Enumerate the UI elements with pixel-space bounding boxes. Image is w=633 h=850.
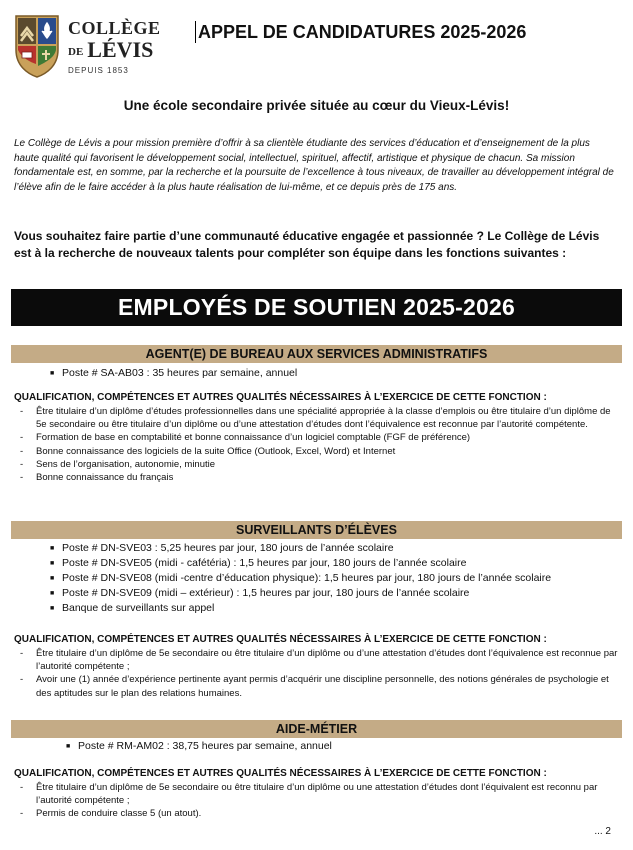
qualification-title: QUALIFICATION, COMPÉTENCES ET AUTRES QUALITÉS NÉCESSAIRES À L’EXERCICE DE CETTE FONCTION : [14, 634, 547, 645]
logo-line1: COLLÈGE [68, 18, 161, 38]
poste-item: ■ Poste # DN-SVE03 : 5,25 heures par jour, 180 jours de l’année scolaire [50, 541, 620, 556]
qualification-item: - Sens de l’organisation, autonomie, minutie [14, 458, 620, 471]
qualification-title: QUALIFICATION, COMPÉTENCES ET AUTRES QUALITÉS NÉCESSAIRES À L’EXERCICE DE CETTE FONCTION : [14, 392, 547, 403]
poste-list-agent-bureau [50, 366, 610, 381]
qualification-item: - Avoir une (1) année d’expérience pertinente ayant permis d’acquérir une discipline personnelle, des notions générales de psychologie et des aptitudes sur le plan des relations humaines. [14, 673, 620, 699]
logo-line2-name: LÉVIS [87, 37, 154, 62]
qualification-list-aide-metier [14, 781, 620, 821]
qualification-item: - Être titulaire d’un diplôme d’études professionnelles dans une spécialité appropriée à la classe d’emplois ou être titulaire d’un diplôme de 5e secondaire ou être titulaire d’un diplôme ou d’une attestation d’études dont l’équivalence est reconnue par l’autorité compétente. [14, 405, 620, 431]
section-heading-surveillants: SURVEILLANTS D’ÉLÈVES [11, 521, 622, 539]
qualification-item: - Bonne connaissance des logiciels de la suite Office (Outlook, Excel, Word) et Internet [14, 445, 620, 458]
qualification-item: - Être titulaire d’un diplôme de 5e secondaire ou être titulaire d’un diplôme ou une attestation d’études dont l’équivalent est reconnu par l’autorité compétente ; [14, 781, 620, 807]
section-banner: EMPLOYÉS DE SOUTIEN 2025-2026 [11, 289, 622, 326]
qualification-item: - Permis de conduire classe 5 (un atout). [14, 807, 620, 820]
document-title: APPEL DE CANDIDATURES 2025-2026 [195, 21, 526, 43]
page-number: ... 2 [594, 826, 611, 837]
qualification-item: - Formation de base en comptabilité et bonne connaissance d’un logiciel comptable (FGF de préférence) [14, 431, 620, 444]
college-crest-logo [14, 14, 60, 78]
qualification-item: - Bonne connaissance du français [14, 471, 620, 484]
poste-item: ■ Poste # SA-AB03 : 35 heures par semaine, annuel [50, 366, 610, 381]
subtitle: Une école secondaire privée située au cœur du Vieux-Lévis! [123, 98, 510, 113]
poste-item: ■ Poste # DN-SVE05 (midi - cafétéria) : 1,5 heures par jour, 180 jours de l’année scolaire [50, 556, 620, 571]
college-wordmark [68, 18, 161, 75]
section-heading-aide-metier: AIDE-MÉTIER [11, 720, 622, 738]
poste-item: ■ Banque de surveillants sur appel [50, 601, 620, 616]
invite-paragraph: Vous souhaitez faire partie d’une communauté éducative engagée et passionnée ? Le Collège de Lévis est à la recherche de nouveaux talents pour compléter son équipe dans les fonctions suivantes : [14, 229, 600, 260]
poste-item: ■ Poste # DN-SVE08 (midi -centre d’éducation physique): 1,5 heures par jour, 180 jours de l’année scolaire [50, 571, 620, 586]
section-heading-agent-bureau: AGENT(E) DE BUREAU AUX SERVICES ADMINISTRATIFS [11, 345, 622, 363]
logo-line2-prefix: DE [68, 45, 84, 58]
qualification-title: QUALIFICATION, COMPÉTENCES ET AUTRES QUALITÉS NÉCESSAIRES À L’EXERCICE DE CETTE FONCTION : [14, 768, 547, 779]
poste-list-surveillants [50, 541, 620, 616]
qualification-item: - Être titulaire d’un diplôme de 5e secondaire ou être titulaire d’un diplôme ou d’une attestation d’études dont l’équivalence est reconnue par l’autorité compétente ; [14, 647, 620, 673]
mission-paragraph: Le Collège de Lévis a pour mission première d’offrir à sa clientèle étudiante des services d’éducation et d’enseignement de la plus haute qualité qui favorisent le développement social, intellectuel, spirituel, affectif, artistique et physique de chacun. Sa mission fondamentale est, en somme, par la recherche et la poursuite de l’excellence à tous niveaux, de travailler au développement intégral de l’élève afin de le faire accéder à la plus haute réalisation de lui-même, et ce depuis près de 175 ans. [14, 138, 614, 193]
poste-item: ■ Poste # DN-SVE09 (midi – extérieur) : 1,5 heures par jour, 180 jours de l’année scolaire [50, 586, 620, 601]
poste-list-aide-metier [66, 739, 606, 754]
qualification-list-agent-bureau [14, 405, 620, 484]
logo-line2 [68, 38, 161, 64]
logo-since: DEPUIS 1853 [68, 65, 129, 75]
qualification-list-surveillants [14, 647, 620, 700]
poste-item: ■ Poste # RM-AM02 : 38,75 heures par semaine, annuel [66, 739, 606, 754]
